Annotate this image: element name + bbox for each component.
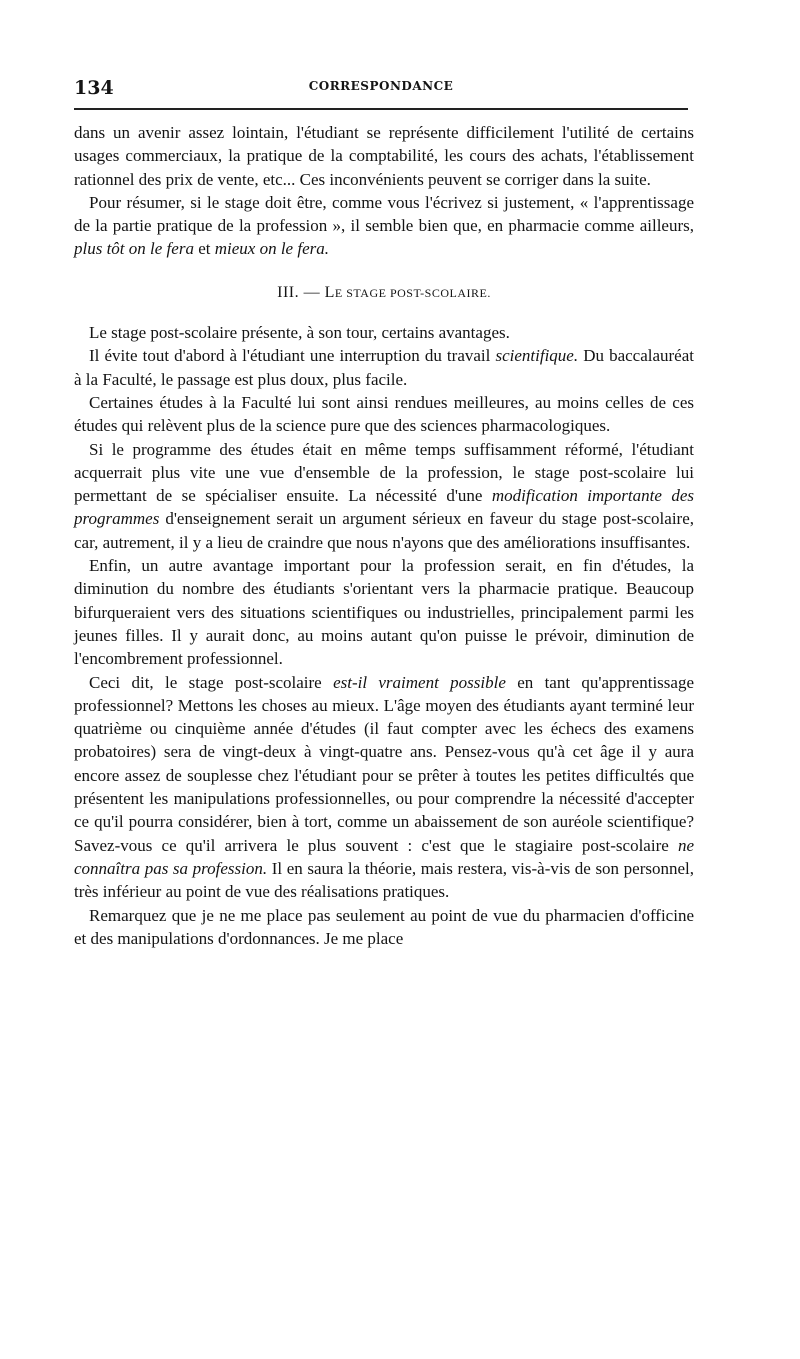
text-run: Ceci dit, le stage post-scolaire (89, 672, 334, 692)
section-initial: L (324, 283, 335, 301)
paragraph-7: Enfin, un autre avantage important pour la profession serait, en fin d'études, la diminution du nombre des étudiants s'orientant vers la pharmacie pratique. Beaucoup bifurqueraient vers des situations scientifiques ou industrielles, principalement parmi les jeunes filles. Il y aurait donc, au moins autant qu'on puisse le prévoir, diminution de l'encombrement professionnel. (74, 556, 694, 669)
paragraph-5: Certaines études à la Faculté lui sont ainsi rendues meilleures, au moins celles de ces études qui relèvent plus de la science pure que des sciences pharmacologiques. (74, 392, 694, 436)
italic-run: plus tôt on le fera (74, 239, 194, 259)
paragraph-8 (74, 671, 694, 904)
page-number: 134 (74, 77, 114, 99)
text-run: Il évite tout d'abord à l'étudiant une interruption du travail (89, 346, 496, 366)
italic-run: est-il vraiment possible (333, 672, 506, 692)
section-heading (74, 281, 694, 305)
text-run: et (193, 239, 215, 259)
text-run: d'enseignement serait un argument sérieux en faveur du stage post-scolaire, car, autrement, il y a lieu de craindre que nous n'ayons que des améliorations insuffisantes. (74, 509, 694, 552)
text-run: Si le programme des études était en même temps suffisamment réformé, l'étudiant acquerrait plus vite une vue d'ensemble de la profession, le stage post-scolaire lui permettant de se spécialiser ensuite. La nécessité d'une (74, 439, 694, 506)
paragraph-2 (74, 191, 694, 261)
section-numeral: III. (277, 283, 300, 301)
paragraph-1: dans un avenir assez lointain, l'étudiant se représente difficilement l'utilité de certains usages commerciaux, la pratique de la comptabilité, les cours des achats, l'établissement rationnel des prix de vente, etc... Ces inconvénients peuvent se corriger dans la suite. (74, 123, 694, 189)
header-rule (74, 108, 688, 110)
text-run: Il en saura la théorie, mais restera, vis-à-vis de son personnel, très inférieur au point de vue des réalisations pratiques. (74, 858, 695, 902)
paragraph-9: Remarquez que je ne me place pas seulement au point de vue du pharmacien d'officine et des manipulations d'ordonnances. Je me place (74, 905, 694, 948)
body-text (74, 121, 694, 950)
running-title: CORRESPONDANCE (308, 79, 454, 93)
text-run: en tant qu'apprentissage professionnel? Mettons les choses au mieux. L'âge moyen des étudiants ayant terminé leur quatrième ou cinquième année d'études (il faut compter avec les échecs des examens probatoires) sera de vingt-deux à vingt-quatre ans. Pensez-vous qu'à cet âge il y aura encore assez de souplesse chez l'étudiant pour se prêter à toutes les petites difficultés que présentent les manipulations professionnelles, ou pour comprendre la nécessité d'accepter ce qu'il pourra considérer, bien à tort, comme un abaissement de son auréole scientifique? Savez-vous ce qu'il arrivera le plus souvent : c'est que le stagiaire post-scolaire (74, 672, 694, 855)
italic-run: ne connaîtra pas sa profession. (74, 835, 694, 878)
paragraph-6 (74, 438, 694, 554)
section-title: E STAGE POST-SCOLAIRE. (334, 285, 491, 300)
italic-run: scientifique. (495, 346, 579, 366)
italic-run: modification importante des programmes (74, 486, 694, 529)
page-header (74, 76, 688, 100)
text-run: Du baccalauréat à la Faculté, le passage est plus doux, plus facile. (74, 346, 694, 389)
italic-run: mieux on le fera. (214, 239, 329, 259)
paragraph-3: Le stage post-scolaire présente, à son tour, certains avantages. (89, 323, 510, 343)
text-run: Pour résumer, si le stage doit être, comme vous l'écrivez si justement, « l'apprentissage de la partie pratique de la profession », il semble bien que, en pharmacie comme ailleurs, (74, 192, 694, 236)
paragraph-4 (74, 344, 694, 391)
section-dash: — (303, 283, 321, 301)
